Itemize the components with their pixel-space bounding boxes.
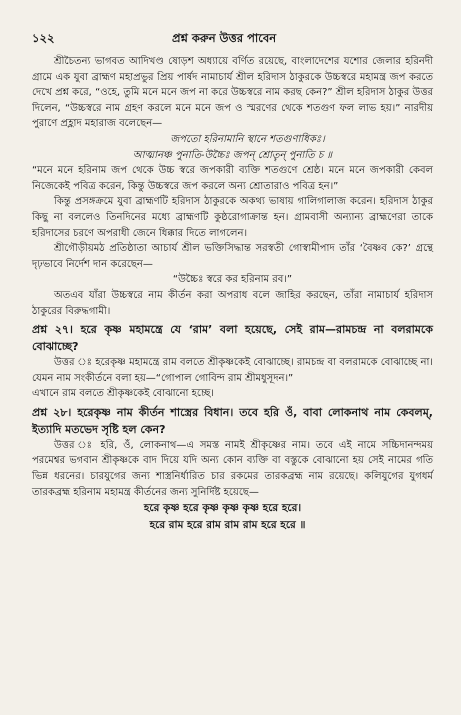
page-body [32,54,433,534]
mantra-line: হরে কৃষ্ণ হরে কৃষ্ণ কৃষ্ণ কৃষ্ণ হরে হরে। [143,502,302,515]
mantra-line: হরে রাম হরে রাম রাম রাম হরে হরে ॥ [149,519,306,532]
paragraph: “মনে মনে হরিনাম জপ থেকে উচ্চ স্বরে জপকারী ব্যক্তি শতগুণে শ্রেষ্ঠ। মনে মনে জপকারী কেবল নিজেকেই পবিত্র করেন, কিন্তু উচ্চস্বরে জপ করলে অন্য শ্রোতারাও পবিত্র হন।” [32,165,433,192]
paragraph: কিন্তু প্রসঙ্গক্রমে যুবা ব্রাহ্মণটি হরিদাস ঠাকুরকে অকথ্য ভাষায় গালিগালাজ করেন। হরিদাস ঠাকুর কিছু না বললেও তিনদিনের মধ্যে ব্রাহ্মণটি কুষ্ঠরোগাক্রান্ত হন। গ্রামবাসী অন্যান্য ব্রাহ্মণেরা তাকে হরিদাসের চরণে অপরাধী জেনে ধিক্কার দিতে লাগলেন। [32,196,433,239]
paragraph: শ্রীচৈতন্য ভাগবত আদিখণ্ড ষোড়শ অধ্যায়ে বর্ণিত রয়েছে, বাংলাদেশের যশোর জেলার হরিনদী গ্রামে এক যুবা ব্রাহ্মণ মহাপ্রভুর প্রিয় পার্ষদ নামাচার্য শ্রীল হরিদাস ঠাকুরকে উচ্চস্বরে মহামন্ত্র জপ করতে দেখে প্রশ্ন করে, “ওহে, তুমি মনে মনে জপ না করে উচ্চস্বরে নাম করছ কেন?” শ্রীল হরিদাস ঠাকুর উত্তর দিলেন, “উচ্চস্বরে নাম গ্রহণ করলে মনে মনে জপ ও স্মরণের থেকে শতগুণ ফল লাভ হয়।” নারদীয় পুরাণে প্রহ্লাদ মহারাজ বলেছেন— [32,56,433,130]
sanskrit-verse-line: জপতো হরিনামানি স্থানে শতগুণাধিকঃ। [170,133,325,145]
sanskrit-verse-line: আত্মানঞ্চ পুনাতি-উচ্চৈঃ জপন্ শ্রোতৄন্ পুনাতি চ ॥ [132,149,333,161]
page-header [32,30,433,48]
page-number: ১২২ [32,31,55,45]
running-title: প্রশ্ন করুন উত্তর পাবেন [172,31,277,45]
paragraph: শ্রীগৌড়ীয়মঠ প্রতিষ্ঠাতা আচার্য শ্রীল ভক্তিসিদ্ধান্ত সরস্বতী গোস্বামীপাদ তাঁর ‘বৈষ্ণব কে?’ গ্রন্থে দৃঢ়ভাবে নির্দেশ দান করেছেন— [32,243,433,270]
answer-27-continued: এখানে রাম বলতে শ্রীকৃষ্ণকেই বোঝানো হচ্ছে। [32,388,214,400]
question-27: প্রশ্ন ২৭। হরে কৃষ্ণ মহামন্ত্রে যে ‘রাম’ বলা হয়েছে, সেই রাম—রামচন্দ্র না বলরামকে বোঝাচ্ছে? [32,323,433,354]
paragraph: অতএব যাঁরা উচ্চস্বরে নাম কীর্তন করা অপরাধ বলে জাহির করছেন, তাঁরা নামাচার্য হরিদাস ঠাকুরের বিরুদ্ধগামী। [32,289,433,317]
answer-27: উত্তর ঃ হরেকৃষ্ণ মহামন্ত্রে রাম বলতে শ্রীকৃষ্ণকেই বোঝাচ্ছে। রামচন্দ্র বা বলরামকে বোঝাচ্ছে না। যেমন নাম সংকীর্তনে বলা হয়—“গোপাল গোবিন্দ রাম শ্রীমধুসূদন।” [32,357,433,384]
quotation: “উচ্চৈঃ স্বরে কর হরিনাম রব।” [172,274,293,286]
question-28: প্রশ্ন ২৮। হরেকৃষ্ণ নাম কীর্তন শাস্ত্রের বিধান। তবে হরি ওঁ, বাবা লোকনাথ নাম কেবলম্, ইত্যাদি মতভেদ সৃষ্টি হল কেন? [32,405,433,436]
answer-28: উত্তর ঃ হরি, ওঁ, লোকনাথ—এ সমস্ত নামই শ্রীকৃষ্ণের নাম। তবে এই নামে সচ্চিদানন্দময় পরমেশ্বর ভগবান শ্রীকৃষ্ণকে বাদ দিয়ে যদি অন্য কোন ব্যক্তি বা বস্তুকে বোঝানো হয় সেই নামের গতি ভিন্ন ধরনের। চারযুগের জন্য শাস্ত্রনির্ধারিত চার রকমের তারকব্রহ্ম নাম রয়েছে। কলিযুগের যুগধর্ম তারকব্রহ্ম হরিনাম মহামন্ত্র কীর্তনের জন্য সুনির্দিষ্ট হয়েছে— [32,439,433,498]
